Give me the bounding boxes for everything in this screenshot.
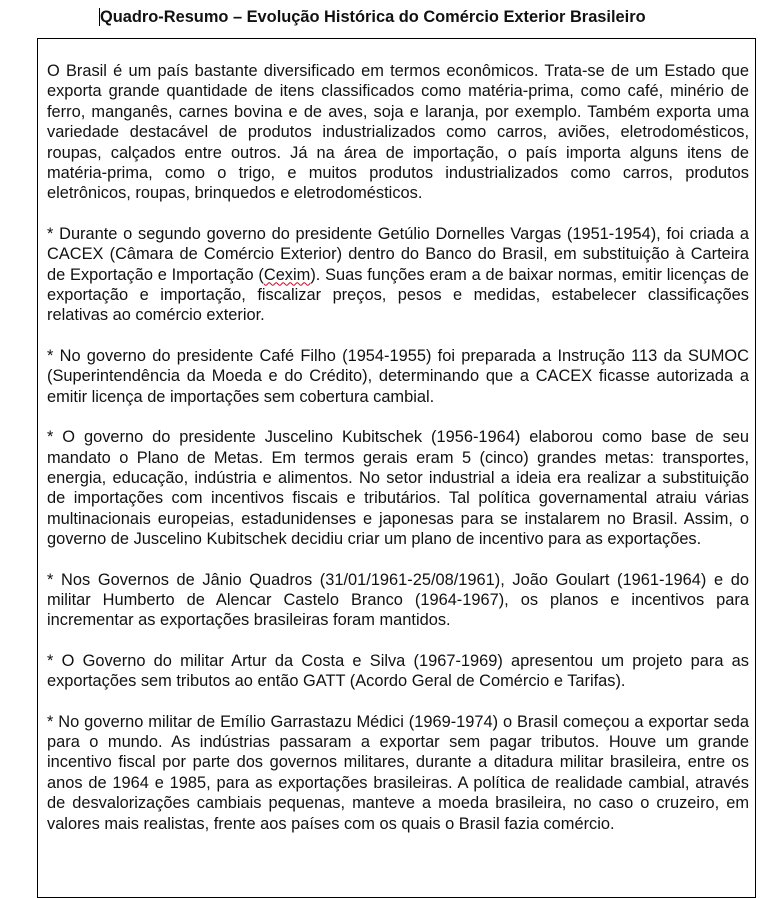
costa-e-silva-paragraph: * O Governo do militar Artur da Costa e Silva (1967-1969) apresentou um projeto para as exportações sem tributos ao então GATT (Acordo Geral de Comércio e Tarifas).	[47, 651, 749, 691]
cafe-filho-paragraph: * No governo do presidente Café Filho (1954-1955) foi preparada a Instrução 113 da SUMOC (Superintendência da Moeda e do Crédito), determinando que a CACEX ficasse autorizada a emitir licença de importações sem cobertura cambial.	[47, 346, 749, 406]
vargas-text-end: ). Suas funções eram a de baixar normas, emitir licenças de exportação e importação, fiscalizar preços, pesos e medidas, estabelecer classificações relativas ao comércio exterior.	[47, 265, 749, 325]
vargas-text-start: * Durante o segundo governo do presidente Getúlio Dornelles Vargas (1951-1954), foi criada a CACEX (Câmara de Comércio Exterior) dentro do Banco do Brasil, em substituição à Carteira de Exportação e Importação (	[47, 224, 749, 284]
quadros-goulart-paragraph: * Nos Governos de Jânio Quadros (31/01/1961-25/08/1961), João Goulart (1961-1964) e do militar Humberto de Alencar Castelo Branco (1964-1967), os planos e incentivos para incrementar as exportações brasileiras foram mantidos.	[47, 570, 749, 630]
intro-paragraph: O Brasil é um país bastante diversificado em termos econômicos. Trata-se de um Estado que exporta grande quantidade de itens classificados como matéria-prima, como café, minério de ferro, manganês, carnes bovina e de aves, soja e laranja, por exemplo. Também exporta uma variedade destacável de produtos industrializados como carros, aviões, eletrodomésticos, roupas, calçados entre outros. Já na área de importação, o país importa alguns itens de matéria-prima, como o trigo, e muitos produtos industrializados como carros, produtos eletrônicos, roupas, brinquedos e eletrodomésticos.	[47, 62, 749, 203]
summary-content	[47, 61, 749, 854]
medici-paragraph: * No governo militar de Emílio Garrastazu Médici (1969-1974) o Brasil começou a exportar seda para o mundo. As indústrias passaram a exportar sem pagar tributos. Houve um grande incentivo fiscal por parte dos governos militares, durante a ditadura militar brasileira, entre os anos de 1964 e 1985, para as exportações brasileiras. A política de realidade cambial, através de desvalorizações cambiais pequenas, manteve a moeda brasileira, no caso o cruzeiro, em valores mais realistas, frente aos países com os quais o Brasil fazia comércio.	[47, 712, 749, 833]
vargas-paragraph	[47, 224, 749, 326]
page-title: Quadro-Resumo – Evolução Histórica do Comércio Exterior Brasileiro	[100, 8, 646, 26]
spellcheck-flagged-word[interactable]: Cexim	[263, 265, 311, 284]
summary-box	[37, 38, 756, 898]
kubitschek-paragraph: * O governo do presidente Juscelino Kubitschek (1956-1964) elaborou como base de seu mandato o Plano de Metas. Em termos gerais eram 5 (cinco) grandes metas: transportes, energia, educação, indústria e alimentos. No setor industrial a ideia era realizar a substituição de importações com incentivos fiscais e tributários. Tal política governamental atraiu várias multinacionais europeias, estadunidenses e japonesas para se instalarem no Brasil. Assim, o governo de Juscelino Kubitschek decidiu criar um plano de incentivo para as exportações.	[47, 428, 749, 549]
